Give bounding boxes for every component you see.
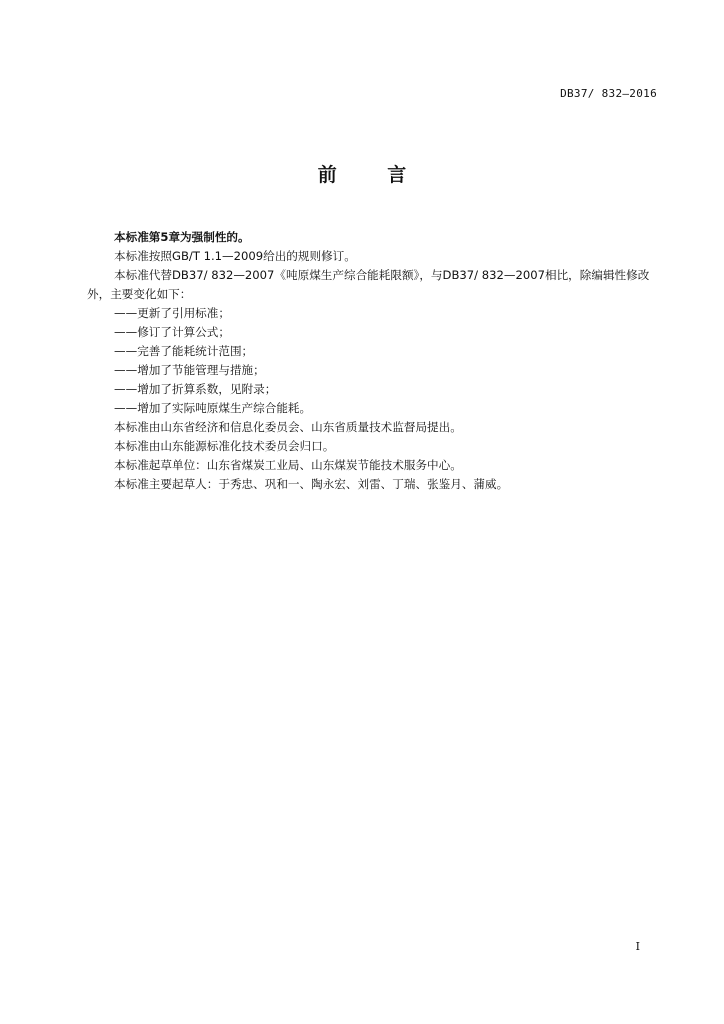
paragraph-drafting-units: 本标准起草单位：山东省煤炭工业局、山东煤炭节能技术服务中心。 [114,458,462,472]
paragraph-mandatory-clause: 本标准第5章为强制性的。 [114,230,250,244]
paragraph-drafting-rules: 本标准按照GB/T 1.1—2009给出的规则修订。 [114,249,356,263]
paragraph-proposer: 本标准由山东省经济和信息化委员会、山东省质量技术监督局提出。 [114,420,462,434]
document-code: DB37/ 832—2016 [560,87,657,100]
change-item: ——增加了节能管理与措施； [114,363,265,377]
paragraph-replacement: 本标准代替DB37/ 832—2007《吨原煤生产综合能耗限额》，与DB37/ 832—2007相比，除编辑性修改外，主要变化如下： [87,268,650,301]
change-item: ——更新了引用标准； [114,306,230,320]
change-item: ——完善了能耗统计范围； [114,344,254,358]
preface-body [87,228,657,494]
page-number: I [635,940,640,953]
page-title: 前 言 [317,164,429,186]
change-item: ——增加了折算系数，见附录； [114,382,277,396]
paragraph-centralized-by: 本标准由山东能源标准化技术委员会归口。 [114,439,335,453]
change-item: ——修订了计算公式； [114,325,230,339]
change-item: ——增加了实际吨原煤生产综合能耗。 [114,401,312,415]
paragraph-drafters: 本标准主要起草人：于秀忠、巩和一、陶永宏、刘雷、丁瑞、张鉴月、蒲威。 [114,477,509,491]
